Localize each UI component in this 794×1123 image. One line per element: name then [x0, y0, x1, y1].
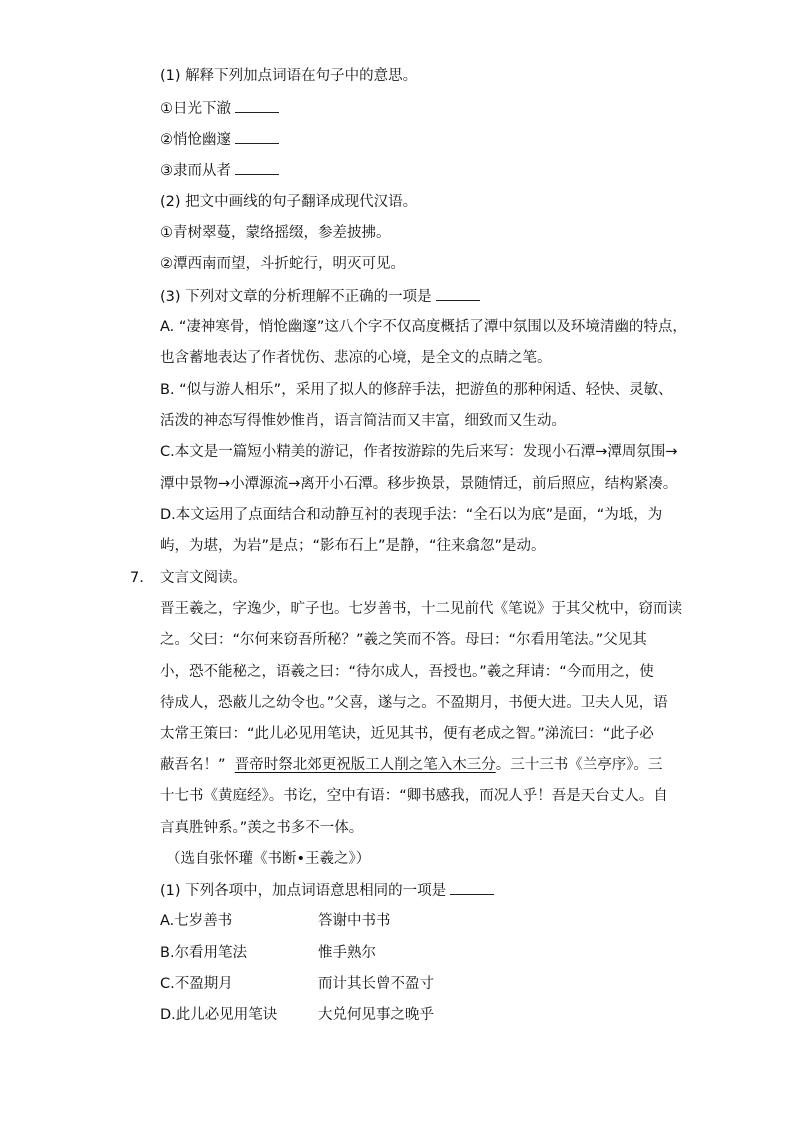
answer-blank[interactable]	[235, 129, 279, 144]
q7-passage-line: 小，恐不能秘之，语羲之曰：“待尔成人，吾授也。”羲之拜请：“今而用之，使	[160, 664, 654, 680]
q7-number: 7.	[130, 570, 144, 586]
q6-sub2-prompt: (2) 把文中画线的句子翻译成现代汉语。	[160, 194, 418, 210]
q7-passage-line: 言真胜钟系。”羡之书多不一体。	[160, 820, 364, 836]
q6-sub1-prompt: (1) 解释下列加点词语在句子中的意思。	[160, 68, 418, 84]
q6-sub3-option-c-line2: 潭中景物→小潭源流→离开小石潭。移步换景，景随情迁，前后照应，结构紧凑。	[160, 476, 678, 492]
q7-passage-line: 之。父曰：“尔何来窃吾所秘？”羲之笑而不答。母曰：“尔看用笔法。”父见其	[160, 632, 647, 648]
answer-blank[interactable]	[235, 160, 279, 175]
q6-sub1-item-2: ②悄怆幽邃	[160, 129, 279, 150]
answer-blank[interactable]	[235, 98, 279, 113]
q7-title: 文言文阅读。	[160, 570, 247, 586]
q6-sub3-option-b-line1: B. “似与游人相乐”，采用了拟人的修辞手法，把游鱼的那种闲适、轻快、灵敏、	[160, 382, 673, 398]
q6-sub3-option-b-line2: 活泼的神态写得惟妙惟肖，语言简洁而又丰富，细致而又生动。	[160, 413, 566, 429]
q6-sub3-option-c-line1: C.本文是一篇短小精美的游记，作者按游踪的先后来写：发现小石潭→潭周氛围→	[160, 444, 678, 460]
q6-sub1-item-1: ①日光下澈	[160, 98, 279, 119]
q7-passage-line: 蔽吾名！” 晋帝时祭北郊更祝版工人削之笔入木三分。三十三书《兰亭序》。三	[160, 757, 663, 773]
q6-sub3-option-d-line2: 屿，为堪，为岩”是点；“影布石上”是静，“往来翕忽”是动。	[160, 538, 546, 554]
underlined-sentence: 晋帝时祭北郊更祝版工人削之笔入木三分	[234, 757, 496, 773]
q6-sub3-option-a-line1: A. “凄神寒骨，悄怆幽邃”这八个字不仅高度概括了潭中氛围以及环境清幽的特点，	[160, 319, 687, 335]
q7-passage-line: 太常王策曰：“此儿必见用笔诀，近见其书，便有老成之智。”涕流曰：“此子必	[160, 726, 654, 742]
q7-choice-a: A.七岁善书 答谢中书书	[160, 913, 391, 929]
q7-passage-line: 晋王羲之，字逸少，旷子也。七岁善书，十二见前代《笔说》于其父枕中，窃而读	[160, 601, 682, 617]
q7-passage-line: 待成人，恐蔽儿之幼令也。”父喜，遂与之。不盈期月，书便大进。卫夫人见，语	[160, 695, 668, 711]
q7-source: （选自张怀瓘《书断•王羲之》）	[166, 851, 371, 867]
q6-sub2-item-1: ①青树翠蔓，蒙络摇缀，参差披拂。	[160, 225, 391, 241]
q7-passage-line: 十七书《黄庭经》。书讫，空中有语：“卿书感我，而况人乎！吾是天台丈人。自	[160, 788, 668, 804]
q7-choice-c: C.不盈期月 而计其长曾不盈寸	[160, 976, 434, 992]
q6-sub2-item-2: ②潭西南而望，斗折蛇行，明灭可见。	[160, 256, 405, 272]
q6-sub3-option-a-line2: 也含蓄地表达了作者忧伤、悲凉的心境，是全文的点睛之笔。	[160, 350, 552, 366]
q6-sub3-prompt: (3) 下列对文章的分析理解不正确的一项是	[160, 286, 480, 307]
q7-sub1-prompt: (1) 下列各项中，加点词语意思相同的一项是	[160, 880, 494, 901]
answer-blank[interactable]	[436, 286, 480, 301]
q7-choice-d: D.此儿必见用笔诀 大兑何见事之晚乎	[160, 1007, 434, 1023]
answer-blank[interactable]	[450, 880, 494, 895]
q7-choice-b: B.尔看用笔法 惟手熟尔	[160, 945, 376, 961]
q6-sub1-item-3: ③隶而从者	[160, 160, 279, 181]
q6-sub3-option-d-line1: D.本文运用了点面结合和动静互衬的表现手法：“全石以为底”是面，“为坻，为	[160, 507, 663, 523]
